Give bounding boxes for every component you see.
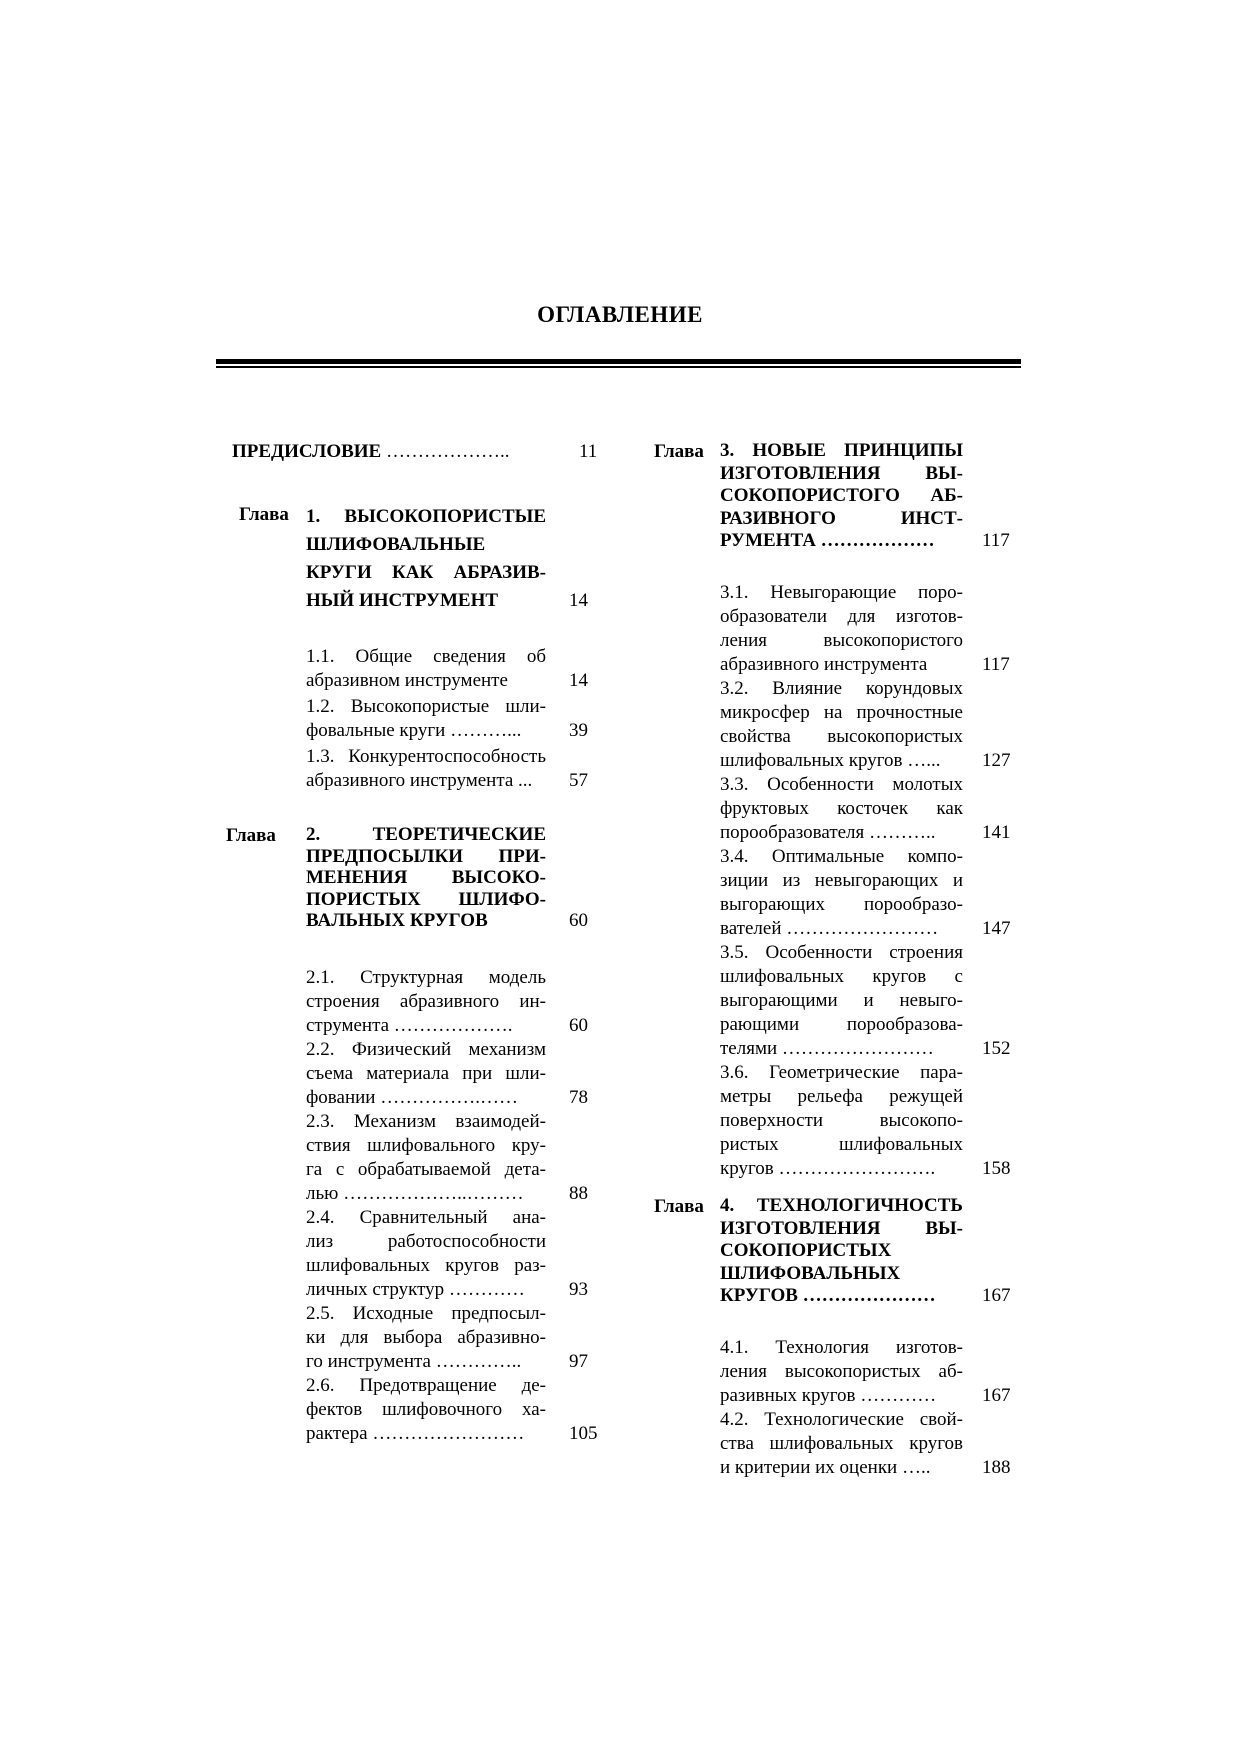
chapter-title-line: НЫЙ ИНСТРУМЕНТ [306, 590, 499, 611]
chapter-label: Глава [239, 504, 289, 525]
chapter-title-line: 4. ТЕХНОЛОГИЧНОСТЬ [720, 1195, 963, 1216]
section-line: 2.5. Исходные предпосыл- [306, 1302, 546, 1324]
chapter-title-line: КРУГИ КАК АБРАЗИВ- [306, 562, 546, 583]
section-page-number: 158 [982, 1157, 1011, 1179]
chapter-label: Глава [654, 1196, 704, 1217]
section-line: личных структур ………… [306, 1278, 525, 1300]
section-line: ления высокопористого [720, 629, 963, 651]
section-line: 2.6. Предотвращение де- [306, 1374, 546, 1396]
section-line: рактера …………………… [306, 1422, 525, 1444]
section-page-number: 152 [982, 1037, 1011, 1059]
section-line: съема материала при шли- [306, 1062, 546, 1084]
chapter-title-line: ИЗГОТОВЛЕНИЯ ВЫ- [720, 1217, 963, 1239]
page-title: ОГЛАВЛЕНИЕ [537, 302, 703, 327]
chapter-title-line: ШЛИФОВАЛЬНЫХ [720, 1262, 901, 1284]
section-line: поверхности высокопо- [720, 1109, 963, 1131]
section-line: ки для выбора абразивно- [306, 1326, 546, 1348]
title-divider-thick [216, 359, 1021, 364]
chapter-page-number: 117 [982, 530, 1010, 551]
section-line: 3.4. Оптимальные компо- [720, 845, 963, 867]
chapter-page-number: 14 [569, 590, 588, 611]
section-line: и критерии их оценки ….. [720, 1456, 931, 1478]
chapter-title-line: ИЗГОТОВЛЕНИЯ ВЫ- [720, 462, 963, 484]
section-line: 2.2. Физический механизм [306, 1038, 546, 1060]
section-line: ления высокопористых аб- [720, 1360, 963, 1382]
section-line: 4.2. Технологические свой- [720, 1408, 963, 1430]
section-line: шлифовальных кругов с [720, 965, 963, 987]
section-line: 2.1. Структурная модель [306, 966, 546, 988]
chapter-title-line: СОКОПОРИСТОГО АБ- [720, 485, 963, 506]
section-line: ства шлифовальных кругов [720, 1432, 963, 1454]
chapter-title-line: СОКОПОРИСТЫХ [720, 1240, 892, 1261]
chapter-page-number: 167 [982, 1285, 1011, 1306]
section-line: фовании …………….…… [306, 1086, 518, 1108]
section-line: кругов ……………………. [720, 1157, 936, 1179]
section-line: фовальные круги ………... [306, 720, 522, 741]
section-line: метры рельефа режущей [720, 1085, 963, 1107]
section-line: фруктовых косточек как [720, 797, 963, 819]
section-line: телями …………………… [720, 1037, 934, 1059]
section-line: 3.3. Особенности молотых [720, 773, 963, 795]
chapter-page-number: 60 [569, 910, 588, 931]
section-page-number: 97 [569, 1350, 588, 1372]
section-line: лиз работоспособности [306, 1230, 546, 1252]
section-line: 3.6. Геометрические пара- [720, 1061, 963, 1083]
section-line: 3.2. Влияние корундовых [720, 677, 963, 699]
section-line: 3.1. Невыгорающие поро- [720, 581, 963, 603]
section-line: 2.4. Сравнительный ана- [306, 1206, 546, 1228]
section-page-number: 147 [982, 917, 1011, 939]
section-page-number: 188 [982, 1456, 1011, 1478]
section-line: ристых шлифовальных [720, 1133, 963, 1155]
section-page-number: 57 [569, 770, 588, 791]
title-divider-thin [216, 366, 1021, 368]
section-page-number: 39 [569, 720, 588, 741]
section-line: га с обрабатываемой дета- [306, 1158, 546, 1180]
section-line: абразивном инструменте [306, 670, 508, 691]
section-page-number: 60 [569, 1014, 588, 1036]
section-line: образователи для изготов- [720, 605, 963, 627]
section-page-number: 141 [982, 821, 1011, 843]
section-line: выгорающих порообразо- [720, 893, 963, 915]
chapter-title-line: ПРЕДПОСЫЛКИ ПРИ- [306, 845, 546, 867]
section-line: го инструмента ………….. [306, 1350, 522, 1372]
section-line: абразивного инструмента ... [306, 770, 533, 791]
section-line: фектов шлифовочного ха- [306, 1398, 546, 1420]
preface-label: ПРЕДИСЛОВИЕ [232, 441, 382, 462]
chapter-title-line: ШЛИФОВАЛЬНЫЕ [306, 534, 486, 555]
preface-dots: ……………….. [385, 441, 510, 462]
section-line: ствия шлифовального кру- [306, 1134, 546, 1156]
chapter-title-line: РАЗИВНОГО ИНСТ- [720, 507, 963, 529]
section-page-number: 127 [982, 749, 1011, 771]
chapter-title-line: 3. НОВЫЕ ПРИНЦИПЫ [720, 440, 963, 461]
section-page-number: 93 [569, 1278, 588, 1300]
section-page-number: 117 [982, 653, 1010, 675]
section-line: 4.1. Технология изготов- [720, 1336, 963, 1358]
section-line: шлифовальных кругов раз- [306, 1254, 546, 1276]
chapter-title-line: ВАЛЬНЫХ КРУГОВ [306, 910, 488, 931]
chapter-title-line: 2. ТЕОРЕТИЧЕСКИЕ [306, 824, 546, 845]
chapter-title-line: МЕНЕНИЯ ВЫСОКО- [306, 867, 546, 888]
section-line: порообразователя ……….. [720, 821, 936, 843]
section-line: зиции из невыгорающих и [720, 869, 963, 891]
section-line: 1.3. Конкурентоспособность [306, 746, 546, 767]
section-line: струмента ………………. [306, 1014, 513, 1036]
section-line: 2.3. Механизм взаимодей- [306, 1110, 546, 1132]
section-line: микросфер на прочностные [720, 701, 963, 723]
section-page-number: 105 [569, 1422, 598, 1444]
section-page-number: 88 [569, 1182, 588, 1204]
section-line: рающими порообразова- [720, 1013, 963, 1035]
section-line: вателей …………………… [720, 917, 939, 939]
section-line: лью ………………..……… [306, 1182, 524, 1204]
section-page-number: 167 [982, 1384, 1011, 1406]
preface-entry [232, 440, 509, 464]
section-line: строения абразивного ин- [306, 990, 546, 1012]
section-page-number: 78 [569, 1086, 588, 1108]
section-line: разивных кругов ………… [720, 1384, 937, 1406]
section-line: 1.2. Высокопористые шли- [306, 696, 546, 717]
chapter-title-line: ПОРИСТЫХ ШЛИФО- [306, 888, 546, 910]
preface-page: 11 [579, 441, 598, 462]
chapter-label: Глава [226, 825, 276, 846]
section-line: 3.5. Особенности строения [720, 941, 963, 963]
chapter-title-line: КРУГОВ ………………… [720, 1285, 936, 1306]
section-line: выгорающими и невыго- [720, 989, 963, 1011]
section-line: 1.1. Общие сведения об [306, 646, 546, 667]
section-line: свойства высокопористых [720, 725, 963, 747]
section-line: шлифовальных кругов …... [720, 749, 941, 771]
chapter-label: Глава [654, 441, 704, 462]
chapter-title-line: РУМЕНТА ……………… [720, 530, 935, 551]
section-page-number: 14 [569, 670, 588, 691]
section-line: абразивного инструмента [720, 653, 928, 675]
chapter-title-line: 1. ВЫСОКОПОРИСТЫЕ [306, 506, 546, 527]
